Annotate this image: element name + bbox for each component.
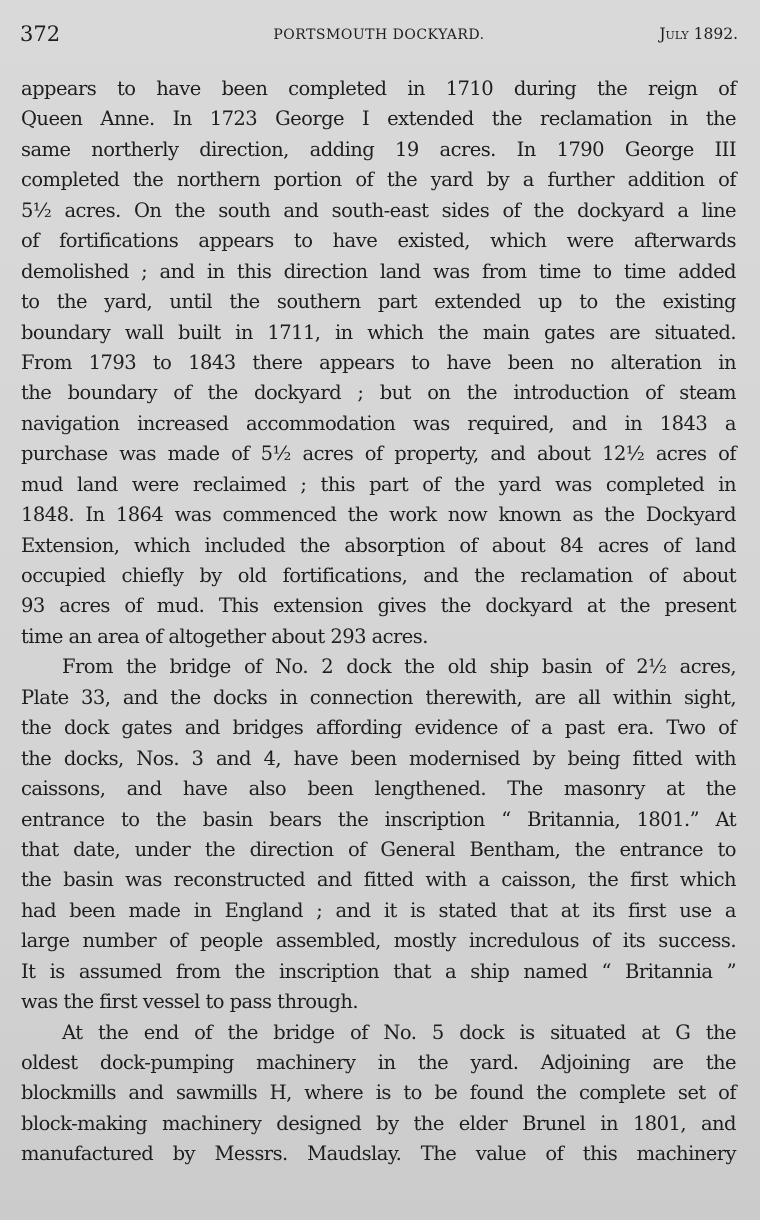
issue-date: July 1892. [659, 25, 738, 43]
text-line: the docks, Nos. 3 and 4, have been modernised by being fitted with [21, 746, 736, 770]
text-line: From the bridge of No. 2 dock the old ship basin of 2½ acres, [62, 655, 736, 679]
body-text [21, 74, 736, 1170]
text-line: From 1793 to 1843 there appears to have been no alteration in [21, 350, 736, 374]
text-line: manufactured by Messrs. Maudslay. The value of this machinery [21, 1142, 736, 1166]
text-line: completed the northern portion of the yard by a further addition of [21, 168, 736, 192]
text-line: demolished ; and in this direction land was from time to time added [21, 259, 736, 283]
text-line: the dock gates and bridges affording evidence of a past era. Two of [21, 716, 736, 740]
text-line: 93 acres of mud. This extension gives the dockyard at the present [21, 594, 736, 618]
text-line: mud land were reclaimed ; this part of the yard was completed in [21, 472, 736, 496]
text-line: It is assumed from the inscription that a ship named “ Britannia ” [21, 959, 736, 983]
text-line: purchase was made of 5½ acres of property, and about 12½ acres of [21, 442, 736, 466]
running-title: PORTSMOUTH DOCKYARD. [273, 27, 485, 43]
text-line: At the end of the bridge of No. 5 dock is situated at G the [62, 1020, 736, 1044]
text-line: Extension, which included the absorption of about 84 acres of land [21, 533, 736, 557]
text-line: the boundary of the dockyard ; but on the introduction of steam [21, 381, 736, 405]
text-line: was the first vessel to pass through. [21, 990, 359, 1014]
paragraph-1 [21, 74, 736, 652]
text-line: had been made in England ; and it is stated that at its first use a [21, 898, 736, 922]
page-header [20, 22, 738, 52]
paragraph-2 [21, 652, 736, 1017]
text-line: oldest dock-pumping machinery in the yard. Adjoining are the [21, 1051, 736, 1074]
text-line: caissons, and have also been lengthened. The masonry at the [21, 777, 736, 801]
text-line: occupied chiefly by old fortifications, and the reclamation of about [21, 564, 736, 587]
text-line: boundary wall built in 1711, in which the main gates are situated. [21, 320, 736, 344]
text-line: Queen Anne. In 1723 George I extended the reclamation in the [21, 107, 736, 131]
text-line: entrance to the basin bears the inscription “ Britannia, 1801.” At [21, 807, 736, 831]
page-number: 372 [20, 22, 61, 46]
text-line: Plate 33, and the docks in connection therewith, are all within sight, [21, 685, 736, 709]
text-line: blockmills and sawmills H, where is to be found the complete set of [21, 1081, 736, 1105]
text-line: appears to have been completed in 1710 during the reign of [21, 77, 736, 100]
text-line: block-making machinery designed by the elder Brunel in 1801, and [21, 1111, 736, 1135]
text-line: the basin was reconstructed and fitted with a caisson, the first which [21, 868, 736, 892]
text-line: 1848. In 1864 was commenced the work now known as the Dockyard [21, 503, 736, 527]
text-line: 5½ acres. On the south and south-east sides of the dockyard a line [21, 198, 736, 222]
text-line: large number of people assembled, mostly incredulous of its success. [21, 929, 736, 953]
text-line: that date, under the direction of General Bentham, the entrance to [21, 837, 736, 861]
text-line: to the yard, until the southern part extended up to the existing [21, 290, 736, 314]
paragraph-3 [21, 1018, 736, 1170]
text-line: of fortifications appears to have existed, which were afterwards [21, 229, 736, 253]
text-line: navigation increased accommodation was required, and in 1843 a [21, 411, 736, 435]
text-line: same northerly direction, adding 19 acres. In 1790 George III [21, 137, 736, 161]
text-line: time an area of altogether about 293 acres. [21, 624, 428, 648]
